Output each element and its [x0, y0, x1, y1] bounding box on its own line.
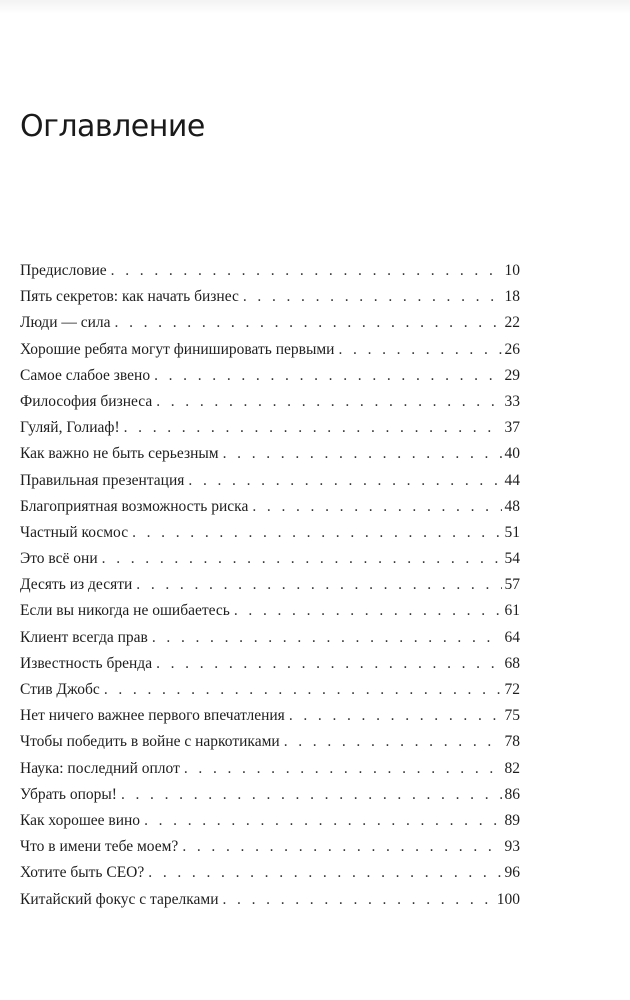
toc-entry-title: Люди — сила	[20, 314, 111, 332]
toc-entry[interactable]	[20, 860, 520, 886]
toc-entry-page: 29	[504, 366, 520, 384]
toc-entry[interactable]	[20, 520, 520, 546]
toc-entry-page: 40	[504, 445, 520, 463]
toc-entry-page: 78	[504, 733, 520, 751]
toc-entry-title: Хотите быть CEO?	[20, 864, 145, 882]
toc-dot-leader	[188, 468, 501, 494]
toc-entry-title: Как хорошее вино	[20, 811, 141, 829]
toc-entry-page: 48	[504, 497, 520, 515]
toc-entry-page: 10	[504, 262, 520, 279]
toc-entry-title: Самое слабое звено	[20, 366, 151, 384]
toc-dot-leader	[156, 389, 501, 415]
toc-entry-page: 37	[504, 419, 520, 437]
toc-entry-title: Известность бренда	[20, 654, 153, 672]
toc-entry[interactable]	[20, 310, 520, 336]
toc-dot-leader	[136, 572, 501, 598]
toc-entry[interactable]	[20, 441, 520, 467]
toc-dot-leader	[115, 310, 502, 336]
toc-dot-leader	[252, 494, 501, 520]
toc-entry-page: 44	[504, 471, 520, 489]
toc-dot-leader	[144, 808, 501, 834]
toc-entry-title: Стив Джобс	[20, 681, 100, 698]
toc-entry-title: Благоприятная возможность риска	[20, 497, 249, 515]
toc-dot-leader	[152, 625, 502, 651]
toc-entry[interactable]	[20, 887, 520, 913]
toc-dot-leader	[184, 756, 502, 782]
toc-dot-leader	[154, 363, 501, 389]
toc-entry[interactable]	[20, 808, 520, 834]
toc-dot-leader	[223, 441, 502, 467]
toc-entry[interactable]	[20, 494, 520, 520]
toc-entry-title: Пять секретов: как начать бизнес	[20, 288, 239, 306]
toc-entry-page: 68	[504, 654, 520, 672]
toc-dot-leader	[124, 415, 502, 441]
toc-entry-title: Китайский фокус с тарелками	[20, 890, 219, 908]
toc-dot-leader	[121, 782, 502, 808]
toc-entry-title: Гуляй, Голиаф!	[20, 419, 120, 437]
toc-entry-page: 22	[504, 314, 520, 332]
toc-entry-title: Чтобы победить в войне с наркотиками	[20, 733, 280, 751]
toc-entry-title: Это всё они	[20, 550, 98, 568]
toc-dot-leader	[132, 520, 501, 546]
toc-entry-page: 51	[504, 523, 520, 541]
toc-entry-page: 33	[504, 392, 520, 410]
toc-entry[interactable]	[20, 598, 520, 624]
toc-entry-title: Предисловие	[20, 262, 107, 279]
toc-entry-title: Философия бизнеса	[20, 392, 153, 410]
toc-entry[interactable]	[20, 572, 520, 598]
toc-entry[interactable]	[20, 651, 520, 677]
page-top-edge	[0, 0, 630, 14]
toc-entry-title: Наука: последний оплот	[20, 759, 180, 777]
toc-entry-title: Нет ничего важнее первого впечатления	[20, 707, 285, 725]
toc-entry-title: Убрать опоры!	[20, 785, 117, 803]
toc-entry-title: Что в имени тебе моем?	[20, 838, 179, 856]
toc-entry-page: 18	[504, 288, 520, 306]
toc-dot-leader	[148, 860, 501, 886]
toc-entry-page: 54	[504, 550, 520, 568]
toc-entry-page: 57	[504, 576, 520, 594]
table-of-contents	[20, 258, 520, 913]
toc-entry-title: Клиент всегда прав	[20, 628, 148, 646]
toc-entry-title: Правильная презентация	[20, 471, 185, 489]
toc-dot-leader	[234, 598, 502, 624]
toc-entry-page: 96	[504, 864, 520, 882]
toc-entry-page: 82	[504, 759, 520, 777]
toc-entry-page: 61	[504, 602, 520, 620]
toc-dot-leader	[289, 703, 502, 729]
toc-entry-title: Как важно не быть серьезным	[20, 445, 219, 463]
toc-dot-leader	[156, 651, 501, 677]
toc-entry-title: Десять из десяти	[20, 576, 133, 594]
toc-entry-title: Частный космос	[20, 523, 129, 541]
toc-entry[interactable]	[20, 415, 520, 441]
toc-entry-page: 100	[496, 890, 520, 908]
toc-entry[interactable]	[20, 677, 520, 703]
toc-entry-page: 26	[504, 340, 520, 358]
toc-dot-leader	[102, 546, 502, 572]
toc-entry[interactable]	[20, 468, 520, 494]
toc-entry-page: 75	[504, 707, 520, 725]
toc-dot-leader	[104, 677, 502, 703]
toc-entry[interactable]	[20, 703, 520, 729]
toc-dot-leader	[182, 834, 501, 860]
toc-entry[interactable]	[20, 625, 520, 651]
toc-entry-page: 72	[504, 681, 520, 698]
toc-dot-leader	[111, 258, 502, 284]
toc-entry[interactable]	[20, 756, 520, 782]
page-title: Оглавление	[20, 109, 205, 144]
toc-entry[interactable]	[20, 729, 520, 755]
toc-entry-title: Если вы никогда не ошибаетесь	[20, 602, 230, 620]
toc-dot-leader	[223, 887, 494, 913]
toc-entry-page: 89	[504, 811, 520, 829]
toc-dot-leader	[338, 337, 501, 363]
toc-entry[interactable]	[20, 546, 520, 572]
toc-entry-page: 93	[504, 838, 520, 856]
toc-dot-leader	[243, 284, 502, 310]
toc-entry[interactable]	[20, 389, 520, 415]
toc-entry[interactable]	[20, 782, 520, 808]
toc-entry[interactable]	[20, 834, 520, 860]
toc-entry-page: 64	[504, 628, 520, 646]
toc-entry-page: 86	[504, 785, 520, 803]
toc-entry[interactable]	[20, 363, 520, 389]
toc-entry[interactable]	[20, 337, 520, 363]
toc-entry-title: Хорошие ребята могут финишировать первыми	[20, 340, 335, 358]
toc-entry[interactable]	[20, 284, 520, 310]
toc-entry[interactable]	[20, 258, 520, 284]
toc-dot-leader	[284, 729, 502, 755]
